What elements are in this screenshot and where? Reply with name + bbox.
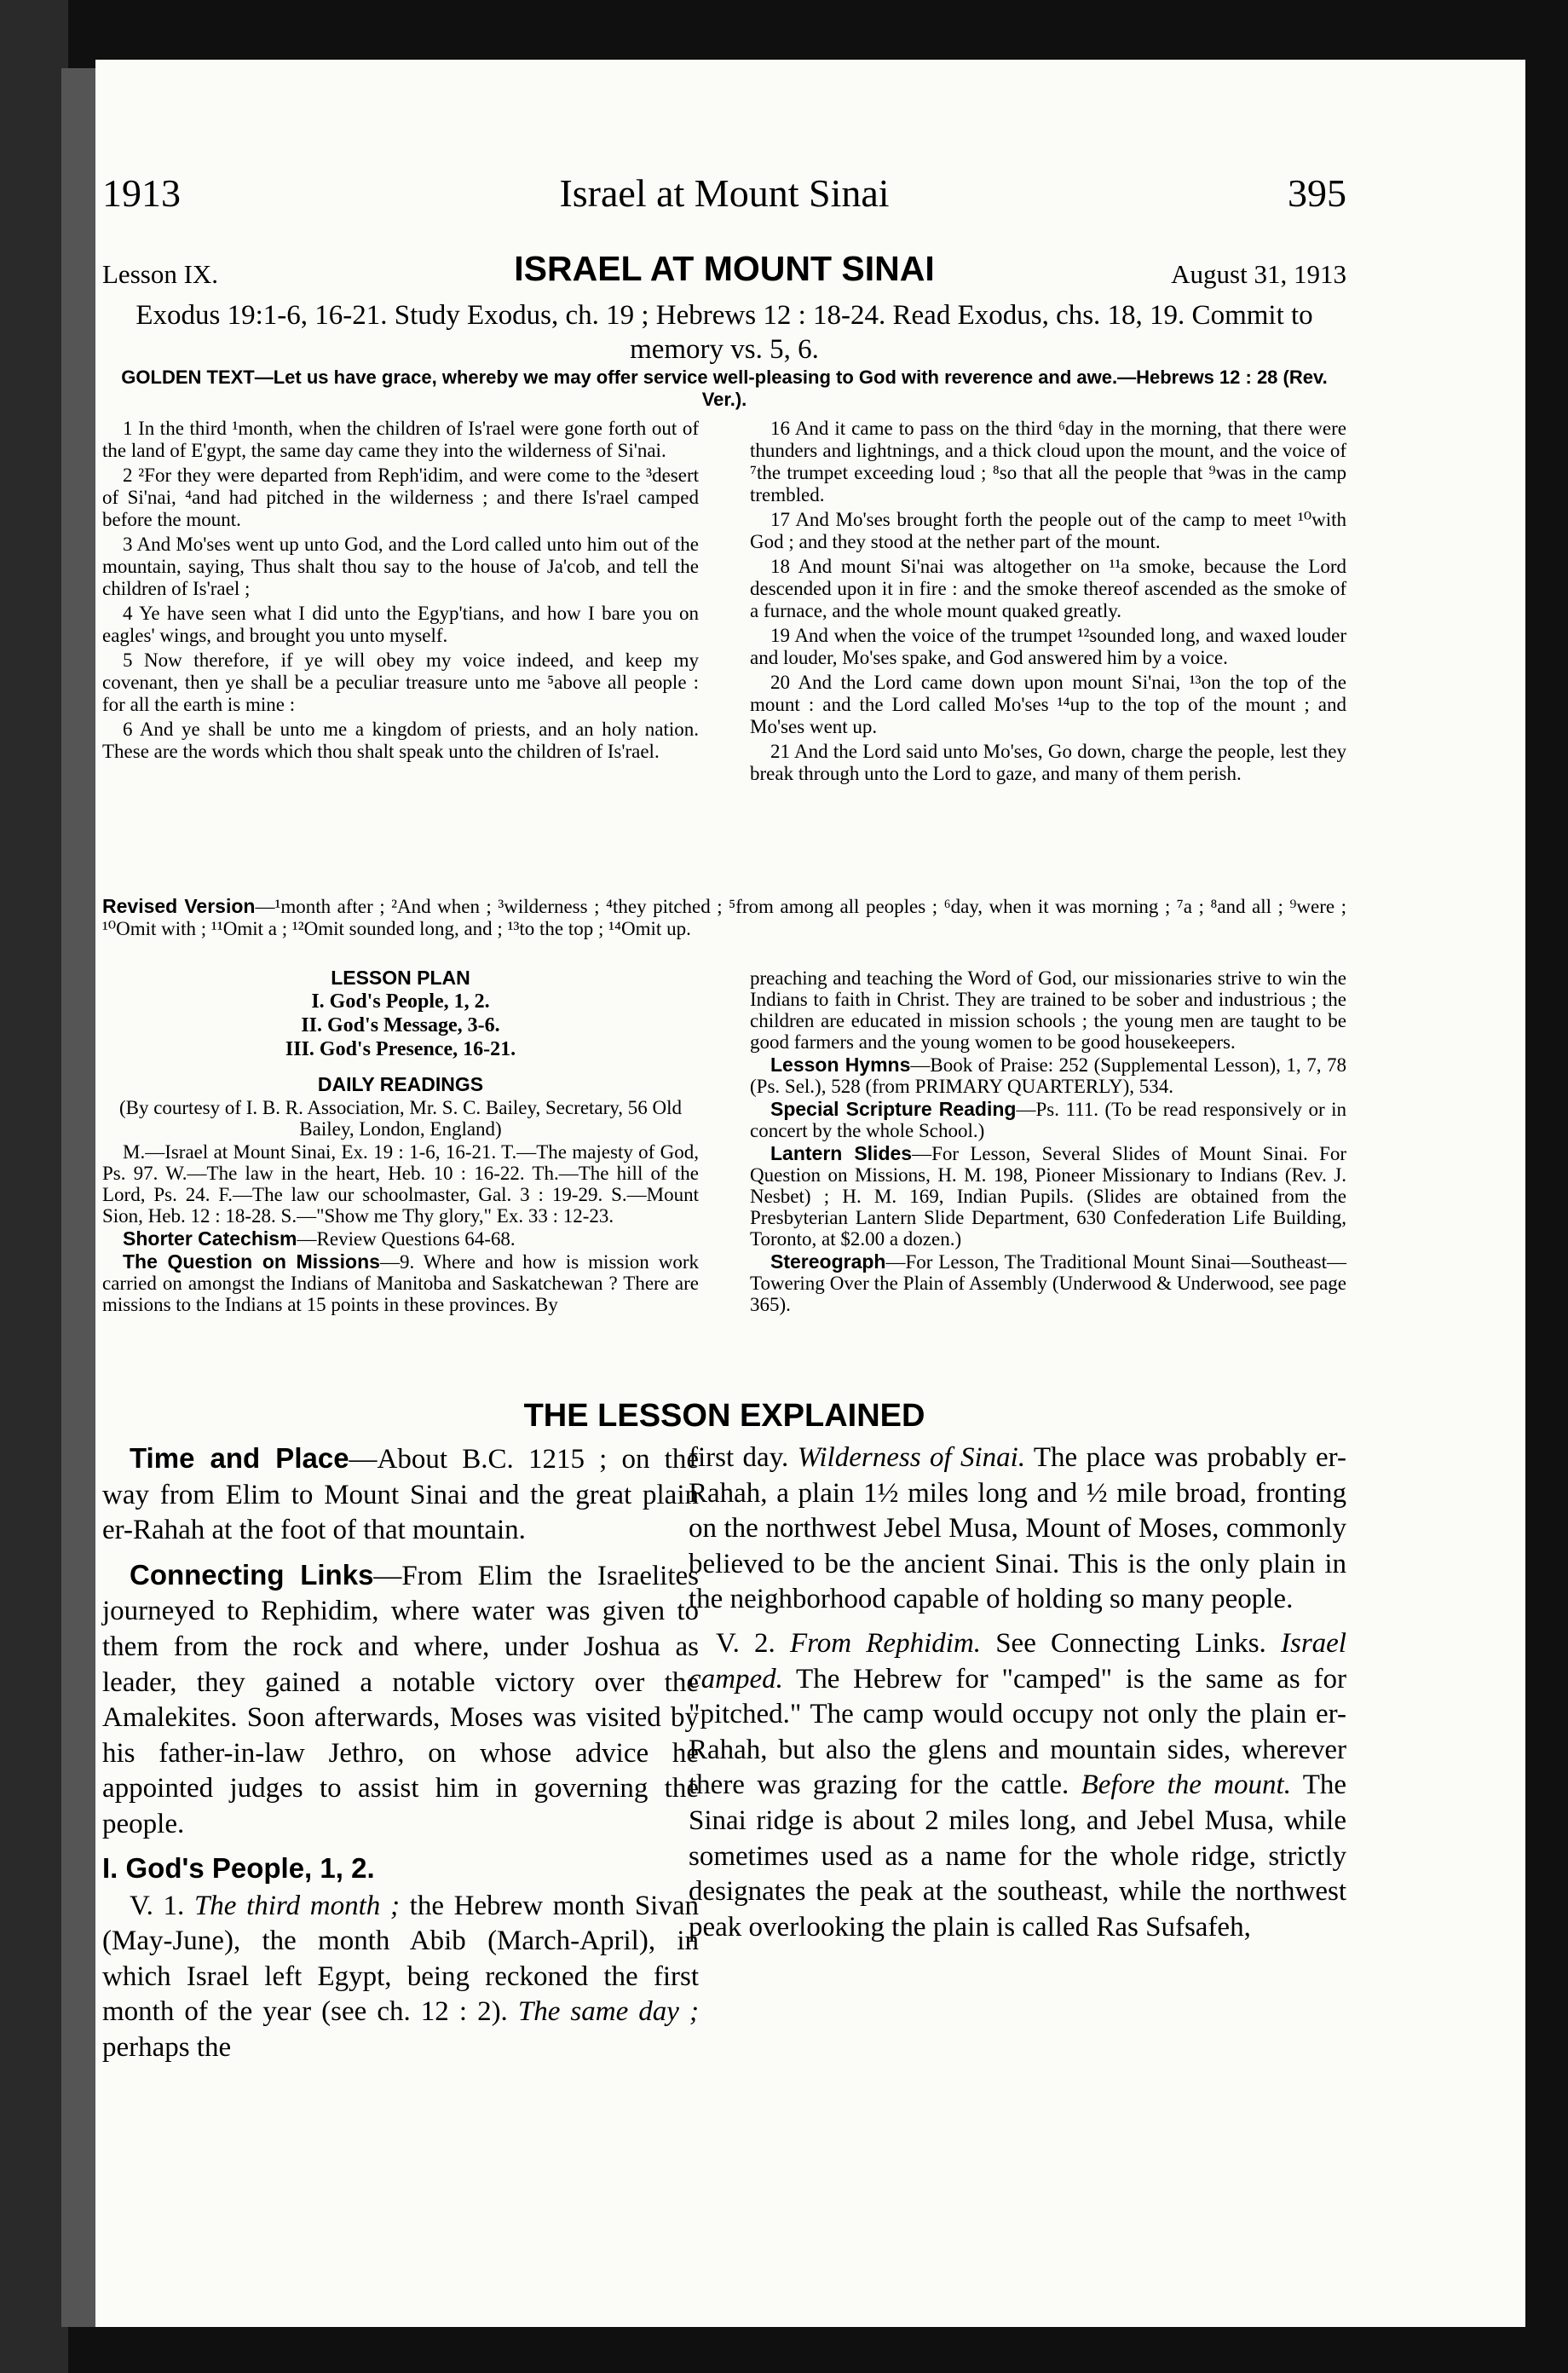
lesson-plan-item: II. God's Message, 3-6. [301, 1014, 500, 1036]
section-heading: I. God's People, 1, 2. [102, 1851, 375, 1884]
connecting-links [102, 1557, 699, 1843]
golden-text: GOLDEN TEXT—Let us have grace, whereby we may offer service well-pleasing to God with reverence and awe.—Hebrews 12 : 28 (Rev. Ver.). [121, 367, 1328, 410]
lesson-explained-heading: THE LESSON EXPLAINED [523, 1398, 925, 1434]
time-and-place-text: —About B.C. 1215 ; on the way from Elim to Mount Sinai and the great plain er-Rahah at the foot of that mountain. [102, 1444, 699, 1546]
lesson-plan-item: III. God's Presence, 16-21. [285, 1038, 516, 1060]
daily-readings-heading: DAILY READINGS [317, 1073, 484, 1095]
verse: 5 Now therefore, if ye will obey my voice indeed, and keep my covenant, then ye shall be a peculiar treasure unto me ⁵above all people : for all the earth is mine : [102, 650, 699, 715]
helps-right-column [750, 967, 1346, 1317]
verse: 4 Ye have seen what I did unto the Egyp'tians, and how I bare you on eagles' wings, and brought you unto myself. [102, 603, 699, 646]
italic-phrase: The third month ; [193, 1890, 400, 1921]
scan-background [0, 0, 68, 2373]
italic-phrase: Israel camped. [689, 1627, 1346, 1695]
verse-one-continued [689, 1441, 1346, 1618]
italic-phrase: Before the mount. [1081, 1770, 1291, 1801]
shorter-catechism [102, 1228, 699, 1250]
time-and-place [102, 1441, 699, 1549]
italic-phrase: The same day ; [517, 1996, 699, 2028]
verse: 1 In the third ¹month, when the children of Is'rael were gone forth out of the land of E'gypt, the same day came they into the wilderness of Si'nai. [102, 418, 699, 461]
lesson-title: ISRAEL AT MOUNT SINAI [514, 249, 935, 288]
commentary-text: the Hebrew month Sivan (May-June), the month Abib (March-April), in which Israel left Egypt, being reckoned the first month of the year (see ch. 12 : 2). [102, 1890, 699, 2028]
page-number: 395 [1288, 171, 1346, 215]
commentary-text: first day. [689, 1442, 798, 1473]
lesson-heading-line [102, 249, 1346, 300]
verse: 18 And mount Si'nai was altogether on ¹¹a smoke, because the Lord descended upon it in fire : and the smoke thereof ascended as the smoke of a furnace, and the whole mount quaked greatly. [750, 556, 1346, 621]
lantern-slides-text: —For Lesson, Several Slides of Mount Sinai. For Question on Missions, H. M. 198, Pioneer Missionary to Indians (Rev. J. Nesbet) ; H. M. 169, Indian Pupils. (Slides are obtained from the Presbyterian Lantern Slide Department, 630 Confederation Life Building, Toronto, at $2.00 a dozen.) [750, 1143, 1346, 1250]
special-scripture-reading [750, 1099, 1346, 1141]
verse-two-commentary [689, 1626, 1346, 1945]
explanation-left-column [102, 1441, 699, 2075]
italic-phrase: Wilderness of Sinai. [797, 1442, 1026, 1473]
revised-version-label: Revised Version [102, 895, 256, 917]
running-header [102, 170, 1346, 239]
verses-right-column [750, 418, 1346, 788]
lantern-slides-label: Lantern Slides [770, 1142, 913, 1164]
missions-continued: preaching and teaching the Word of God, our missionaries strive to win the Indians to faith in Christ. They are trained to be sober and industrious ; the children are educated in mission schools ; the young men are taught to be good farmers and the young women to be good housekeepers. [750, 967, 1346, 1053]
lesson-hymns-label: Lesson Hymns [770, 1054, 911, 1076]
missions-question [102, 1251, 699, 1315]
verse-ref: V. 1. [130, 1890, 194, 1921]
stereograph-label: Stereograph [770, 1250, 886, 1273]
shorter-catechism-label: Shorter Catechism [123, 1227, 297, 1250]
commentary-text: perhaps the [102, 2031, 232, 2063]
lesson-hymns [750, 1054, 1346, 1097]
connecting-links-text: —From Elim the Israelites journeyed to Rephidim, where water was given to them from the rock and where, under Joshua as leader, they gained a notable victory over the Amalekites. Soon afterwards, Moses was visited by his father-in-law Jethro, on whose advice he appointed judges to assist him in governing the people. [102, 1560, 699, 1839]
scripture-reference: Exodus 19:1-6, 16-21. Study Exodus, ch. 19 ; Hebrews 12 : 18-24. Read Exodus, chs. 18, 19. Commit to memory vs. 5, 6. [135, 300, 1313, 365]
commentary-text: The Sinai ridge is about 2 miles long, and Jebel Musa, while sometimes used as a name for the whole ridge, strictly designates the peak at the southeast, while the northwest peak overlooking the plain is called Ras Sufsafeh, [689, 1770, 1346, 1943]
revised-version-text: —¹month after ; ²And when ; ³wilderness ; ⁴they pitched ; ⁵from among all peoples ; ⁶day, when it was morning ; ⁷a ; ⁸and all ; ⁹were ; ¹⁰Omit with ; ¹¹Omit a ; ¹²Omit sounded long, and ; ¹³to the top ; ¹⁴Omit up. [102, 896, 1346, 939]
lesson-number: Lesson IX. [102, 259, 219, 289]
commentary-text: The Hebrew for "camped" is the same as for "pitched." The camp would occupy not only the plain er-Rahah, but also the glens and mountain sides, wherever there was grazing for the cattle. [689, 1663, 1346, 1801]
verse: 21 And the Lord said unto Mo'ses, Go down, charge the people, lest they break through unto the Lord to gaze, and many of them perish. [750, 741, 1346, 784]
helps-left-column [102, 967, 699, 1317]
header-year: 1913 [102, 171, 181, 215]
stereograph [750, 1251, 1346, 1315]
lesson-date: August 31, 1913 [1171, 259, 1346, 289]
verse: 20 And the Lord came down upon mount Si'nai, ¹³on the top of the mount : and the Lord called Mo'ses ¹⁴up to the top of the mount ; and Mo'ses went up. [750, 672, 1346, 737]
lesson-plan-heading: LESSON PLAN [331, 967, 470, 989]
verse-ref: V. 2. [716, 1627, 790, 1659]
lantern-slides [750, 1143, 1346, 1250]
book-binding-edge [61, 68, 97, 2327]
revised-version-notes [102, 895, 1346, 940]
special-scripture-text: —Ps. 111. (To be read responsively or in concert by the whole School.) [750, 1099, 1347, 1141]
connecting-links-label: Connecting Links [130, 1558, 374, 1591]
explanation-right-column [689, 1441, 1346, 1954]
verse: 3 And Mo'ses went up unto God, and the Lord called unto him out of the mountain, saying, Thus shalt thou say to the house of Ja'cob, and tell the children of Is'rael ; [102, 534, 699, 599]
missions-text: —9. Where and how is mission work carried on amongst the Indians of Manitoba and Saskatchewan ? There are missions to the Indians at 15 points in these provinces. By [102, 1251, 699, 1315]
daily-readings-list: M.—Israel at Mount Sinai, Ex. 19 : 1-6, 16-21. T.—The majesty of God, Ps. 97. W.—The law in the heart, Heb. 10 : 16-22. Th.—The hill of the Lord, Ps. 24. F.—The law our schoolmaster, Gal. 3 : 19-29. S.—Mount Sion, Heb. 12 : 18-28. S.—"Show me Thy glory," Ex. 33 : 12-23. [102, 1141, 699, 1227]
verse: 2 ²For they were departed from Reph'idim, and were come to the ³desert of Si'nai, ⁴and had pitched in the wilderness ; and there Is'rael camped before the mount. [102, 465, 699, 530]
commentary-text: The place was probably er-Rahah, a plain 1½ miles long and ½ mile broad, fronting on the northwest Jebel Musa, Mount of Moses, commonly believed to be the ancient Sinai. This is the only plain in the neighborhood capable of holding so many people. [689, 1442, 1346, 1615]
stereograph-text: —For Lesson, The Traditional Mount Sinai—Southeast—Towering Over the Plain of Assembly (Underwood & Underwood, see page 365). [750, 1251, 1346, 1315]
missions-label: The Question on Missions [123, 1250, 380, 1273]
verses-left-column [102, 418, 699, 765]
lesson-hymns-text: —Book of Praise: 252 (Supplemental Lesson), 1, 7, 78 (Ps. Sel.), 528 (from PRIMARY QUARTERLY), 534. [750, 1054, 1347, 1097]
special-scripture-label: Special Scripture Reading [770, 1098, 1017, 1120]
verse-one-commentary [102, 1889, 699, 2066]
italic-phrase: From Rephidim. [789, 1627, 981, 1659]
time-and-place-label: Time and Place [130, 1442, 349, 1474]
shorter-catechism-text: —Review Questions 64-68. [297, 1228, 516, 1250]
verse: 17 And Mo'ses brought forth the people out of the camp to meet ¹⁰with God ; and they stood at the nether part of the mount. [750, 509, 1346, 552]
daily-readings-courtesy: (By courtesy of I. B. R. Association, Mr. S. C. Bailey, Secretary, 56 Old Bailey, London, England) [118, 1097, 683, 1140]
lesson-plan-item: I. God's People, 1, 2. [311, 990, 490, 1013]
verse: 6 And ye shall be unto me a kingdom of priests, and an holy nation. These are the words which thou shalt speak unto the children of Is'rael. [102, 719, 699, 762]
commentary-text: See Connecting Links. [981, 1627, 1281, 1659]
verse: 19 And when the voice of the trumpet ¹²sounded long, and waxed louder and louder, Mo'ses spake, and God answered him by a voice. [750, 625, 1346, 668]
header-title: Israel at Mount Sinai [559, 171, 890, 215]
verse: 16 And it came to pass on the third ⁶day in the morning, that there were thunders and lightnings, and a thick cloud upon the mount, and the voice of ⁷the trumpet exceeding loud ; ⁸so that all the people that ⁹was in the camp trembled. [750, 418, 1346, 505]
